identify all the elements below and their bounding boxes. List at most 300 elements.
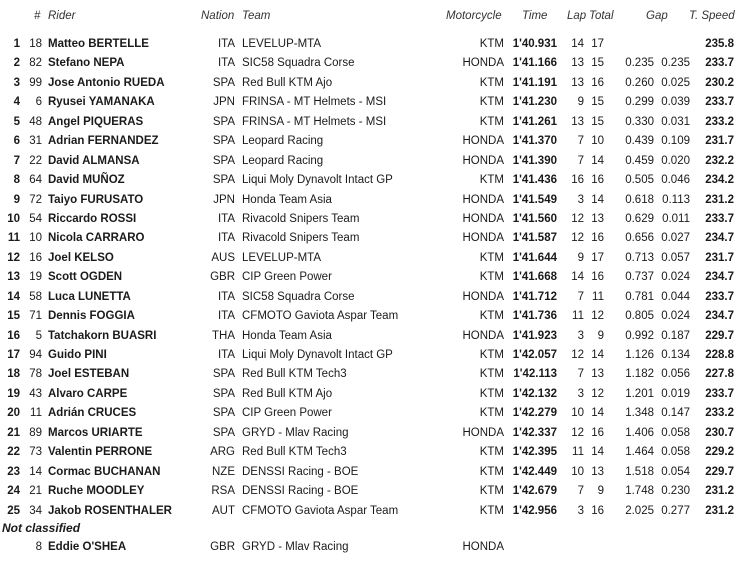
gap-to-previous: 0.277	[661, 504, 690, 517]
rider-name: Cormac BUCHANAN	[48, 465, 161, 478]
rider-nation: THA	[212, 329, 235, 342]
rider-number: 19	[29, 271, 42, 284]
total-laps: 12	[591, 387, 604, 400]
gap-to-previous: 0.011	[662, 212, 690, 225]
rider-name: Dennis FOGGIA	[48, 310, 135, 323]
position: 25	[7, 504, 20, 517]
best-lap: 13	[571, 57, 584, 70]
lap-time: 1'41.166	[512, 57, 557, 70]
table-row	[0, 404, 745, 423]
best-lap: 12	[571, 349, 584, 361]
rider-name: Nicola CARRARO	[48, 232, 145, 245]
position: 22	[7, 446, 20, 459]
rider-name: Marcos URIARTE	[48, 426, 143, 439]
rider-name: Ruche MOODLEY	[48, 485, 145, 498]
top-speed: 235.8	[705, 38, 734, 50]
lap-time: 1'42.449	[512, 465, 557, 478]
lap-time: 1'41.390	[512, 154, 557, 167]
table-row	[0, 210, 745, 229]
position: 1	[13, 38, 20, 50]
rider-number: 22	[29, 154, 42, 167]
top-speed: 228.8	[705, 349, 734, 361]
rider-motorcycle: KTM	[479, 368, 504, 381]
gap-to-previous: 0.025	[661, 76, 690, 89]
rider-team: Red Bull KTM Ajo	[242, 76, 333, 89]
total-laps: 16	[591, 76, 604, 89]
lap-time: 1'42.057	[512, 349, 557, 361]
rider-team: DENSSI Racing - BOE	[242, 465, 359, 478]
total-laps: 12	[591, 310, 604, 323]
table-row	[0, 74, 745, 93]
best-lap: 14	[571, 38, 584, 50]
rider-team: FRINSA - MT Helmets - MSI	[242, 96, 387, 109]
rider-nation: ITA	[217, 232, 235, 245]
rider-motorcycle: KTM	[479, 96, 504, 109]
rider-team: Honda Team Asia	[242, 193, 332, 206]
position: 16	[7, 329, 20, 342]
top-speed: 229.7	[705, 465, 734, 478]
rider-nation: NZE	[212, 465, 235, 478]
header-team: Team	[242, 10, 271, 22]
top-speed: 231.2	[705, 485, 734, 498]
rider-name: Jakob ROSENTHALER	[48, 504, 172, 517]
best-lap: 7	[577, 154, 584, 167]
lap-time: 1'41.436	[512, 174, 557, 187]
gap-to-previous: 0.056	[661, 368, 690, 381]
gap-to-first: 1.748	[625, 485, 654, 498]
rider-name: David MUÑOZ	[48, 174, 125, 187]
total-laps: 16	[591, 271, 604, 284]
rider-motorcycle: KTM	[479, 504, 504, 517]
rider-name: Scott OGDEN	[48, 271, 123, 284]
gap-to-previous: 0.020	[661, 154, 690, 167]
rider-nation: SPA	[212, 368, 235, 381]
top-speed: 231.7	[705, 251, 734, 264]
rider-team: Liqui Moly Dynavolt Intact GP	[242, 349, 393, 361]
top-speed: 234.7	[705, 271, 734, 284]
total-laps: 14	[591, 193, 604, 206]
top-speed: 232.2	[705, 154, 734, 167]
rider-motorcycle: KTM	[479, 251, 504, 264]
gap-to-previous: 0.134	[661, 349, 690, 361]
best-lap: 10	[571, 407, 584, 420]
top-speed: 227.8	[705, 368, 734, 381]
table-row	[0, 132, 745, 151]
rider-number: 16	[29, 251, 42, 264]
best-lap: 3	[577, 387, 584, 400]
rider-motorcycle: KTM	[479, 271, 504, 284]
best-lap: 10	[571, 465, 584, 478]
gap-to-first: 1.406	[625, 426, 654, 439]
table-row	[0, 268, 745, 287]
gap-to-first: 0.713	[625, 251, 654, 264]
best-lap: 3	[577, 504, 584, 517]
gap-to-first: 0.805	[625, 310, 654, 323]
table-row	[0, 327, 745, 346]
lap-time: 1'42.132	[512, 387, 557, 400]
total-laps: 17	[591, 251, 604, 264]
rider-number: 64	[29, 174, 42, 187]
gap-to-previous: 0.113	[662, 193, 690, 206]
rider-number: 82	[29, 57, 42, 70]
rider-name: Valentin PERRONE	[48, 446, 153, 459]
gap-to-previous: 0.058	[661, 426, 690, 439]
best-lap: 16	[571, 174, 584, 187]
results-table	[0, 35, 745, 521]
table-row	[0, 93, 745, 112]
rider-number: 94	[29, 349, 42, 361]
position: 13	[7, 271, 20, 284]
gap-to-previous: 0.058	[661, 446, 690, 459]
best-lap: 12	[571, 426, 584, 439]
gap-to-previous: 0.054	[661, 465, 690, 478]
total-laps: 16	[591, 504, 604, 517]
rider-team: Leopard Racing	[242, 154, 324, 167]
gap-to-first: 1.348	[625, 407, 654, 420]
header-lap: Lap	[567, 10, 587, 22]
top-speed: 229.7	[705, 329, 734, 342]
rider-nation: SPA	[212, 115, 235, 128]
position: 9	[13, 193, 20, 206]
rider-nation: RSA	[211, 485, 235, 498]
rider-number: 78	[29, 368, 42, 381]
table-row	[0, 113, 745, 132]
rider-number: 34	[29, 504, 42, 517]
rider-nation: SPA	[212, 407, 235, 420]
rider-name: Luca LUNETTA	[48, 290, 131, 303]
rider-number: 99	[29, 76, 42, 89]
rider-name: Tatchakorn BUASRI	[48, 329, 157, 342]
gap-to-previous: 0.019	[661, 387, 690, 400]
rider-team: LEVELUP-MTA	[242, 38, 322, 50]
rider-nation: JPN	[213, 96, 235, 109]
total-laps: 13	[591, 368, 604, 381]
rider-team: SIC58 Squadra Corse	[242, 290, 355, 303]
top-speed: 233.7	[705, 387, 734, 400]
rider-team: Honda Team Asia	[242, 329, 332, 342]
gap-to-previous: 0.147	[661, 407, 690, 420]
total-laps: 13	[591, 212, 604, 225]
rider-name: Guido PINI	[48, 349, 107, 361]
table-row	[0, 288, 745, 307]
lap-time: 1'41.560	[512, 212, 557, 225]
rider-team: Rivacold Snipers Team	[242, 232, 360, 245]
rider-team: Red Bull KTM Tech3	[242, 368, 347, 381]
table-row	[0, 229, 745, 248]
rider-number: 21	[29, 485, 42, 498]
table-row	[0, 307, 745, 326]
rider-nation: ITA	[217, 310, 235, 323]
gap-to-first: 0.737	[625, 271, 654, 284]
rider-number: 5	[35, 329, 42, 342]
rider-motorcycle: HONDA	[462, 426, 504, 439]
top-speed: 229.2	[705, 446, 734, 459]
lap-time: 1'42.956	[512, 504, 557, 517]
table-row	[0, 35, 745, 54]
rider-nation: SPA	[212, 387, 235, 400]
rider-motorcycle: HONDA	[462, 329, 504, 342]
rider-nation: SPA	[212, 426, 235, 439]
total-laps: 15	[591, 96, 604, 109]
total-laps: 14	[591, 407, 604, 420]
rider-number: 48	[29, 115, 42, 128]
lap-time: 1'41.923	[512, 329, 557, 342]
position: 21	[7, 426, 20, 439]
gap-to-first: 0.781	[625, 290, 654, 303]
lap-time: 1'41.230	[512, 96, 557, 109]
table-row	[0, 385, 745, 404]
rider-number: 71	[29, 310, 42, 323]
rider-name: Joel KELSO	[48, 251, 114, 264]
rider-motorcycle: KTM	[479, 174, 504, 187]
rider-motorcycle: KTM	[479, 38, 504, 50]
rider-motorcycle: HONDA	[462, 212, 504, 225]
gap-to-first: 0.505	[625, 174, 654, 187]
best-lap: 9	[577, 96, 584, 109]
lap-time: 1'41.370	[512, 135, 557, 148]
rider-name: Jose Antonio RUEDA	[48, 76, 165, 89]
position: 6	[13, 135, 20, 148]
gap-to-first: 1.182	[625, 368, 654, 381]
top-speed: 234.7	[705, 310, 734, 323]
not-classified-row	[0, 537, 745, 557]
top-speed: 233.2	[705, 115, 734, 128]
total-laps: 10	[591, 135, 604, 148]
rider-motorcycle: KTM	[479, 115, 504, 128]
table-row	[0, 171, 745, 190]
gap-to-previous: 0.230	[661, 485, 690, 498]
lap-time: 1'40.931	[512, 38, 557, 50]
best-lap: 11	[572, 310, 584, 323]
gap-to-first: 0.656	[625, 232, 654, 245]
total-laps: 9	[597, 485, 604, 498]
top-speed: 231.2	[705, 504, 734, 517]
best-lap: 13	[571, 76, 584, 89]
gap-to-first: 0.330	[625, 115, 654, 128]
rider-number: 58	[29, 290, 42, 303]
gap-to-previous: 0.057	[661, 251, 690, 264]
rider-team: SIC58 Squadra Corse	[242, 57, 355, 70]
best-lap: 3	[577, 193, 584, 206]
table-row	[0, 54, 745, 73]
top-speed: 234.2	[705, 174, 734, 187]
gap-to-previous: 0.235	[661, 57, 690, 70]
table-row	[0, 365, 745, 384]
gap-to-first: 2.025	[625, 504, 654, 517]
best-lap: 13	[571, 115, 584, 128]
lap-time: 1'41.191	[512, 76, 557, 89]
best-lap: 7	[577, 368, 584, 381]
rider-name: Ryusei YAMANAKA	[48, 96, 155, 109]
rider-name: Adrian FERNANDEZ	[48, 135, 159, 148]
gap-to-first: 0.618	[625, 193, 654, 206]
rider-name: Adrián CRUCES	[48, 407, 137, 420]
total-laps: 9	[597, 329, 604, 342]
rider-name: Eddie O'SHEA	[48, 541, 127, 553]
header-rider: Rider	[48, 10, 76, 22]
rider-team: CFMOTO Gaviota Aspar Team	[242, 310, 399, 323]
lap-time: 1'42.395	[512, 446, 557, 459]
gap-to-previous: 0.039	[661, 96, 690, 109]
gap-to-previous: 0.109	[661, 135, 690, 148]
top-speed: 231.2	[705, 193, 734, 206]
rider-nation: SPA	[212, 76, 235, 89]
rider-number: 6	[35, 96, 42, 109]
best-lap: 7	[577, 485, 584, 498]
lap-time: 1'41.712	[512, 290, 557, 303]
rider-motorcycle: KTM	[479, 407, 504, 420]
rider-motorcycle: KTM	[479, 349, 504, 361]
rider-nation: AUS	[211, 251, 235, 264]
table-row	[0, 424, 745, 443]
rider-team: Liqui Moly Dynavolt Intact GP	[242, 174, 393, 187]
position: 14	[7, 290, 20, 303]
top-speed: 233.7	[705, 212, 734, 225]
rider-nation: SPA	[212, 135, 235, 148]
rider-nation: SPA	[212, 154, 235, 167]
table-row	[0, 443, 745, 462]
lap-time: 1'42.113	[513, 368, 557, 381]
best-lap: 12	[571, 232, 584, 245]
rider-motorcycle: KTM	[479, 76, 504, 89]
rider-nation: ARG	[210, 446, 235, 459]
best-lap: 9	[577, 251, 584, 264]
gap-to-first: 0.439	[625, 135, 654, 148]
rider-motorcycle: HONDA	[462, 135, 504, 148]
rider-team: CFMOTO Gaviota Aspar Team	[242, 504, 399, 517]
top-speed: 230.7	[705, 426, 734, 439]
rider-team: Rivacold Snipers Team	[242, 212, 360, 225]
rider-name: David ALMANSA	[48, 154, 140, 167]
gap-to-previous: 0.024	[661, 310, 690, 323]
position: 17	[7, 349, 20, 361]
rider-nation: SPA	[212, 174, 235, 187]
position: 18	[7, 368, 20, 381]
rider-name: Angel PIQUERAS	[48, 115, 144, 128]
position: 15	[7, 310, 20, 323]
rider-number: 31	[29, 135, 42, 148]
gap-to-first: 0.459	[625, 154, 654, 167]
rider-motorcycle: HONDA	[462, 154, 504, 167]
rider-name: Joel ESTEBAN	[48, 368, 130, 381]
rider-motorcycle: KTM	[479, 465, 504, 478]
position: 3	[13, 76, 20, 89]
gap-to-first: 1.464	[625, 446, 654, 459]
lap-time: 1'41.587	[512, 232, 557, 245]
gap-to-previous: 0.027	[661, 232, 690, 245]
rider-motorcycle: HONDA	[462, 541, 504, 553]
lap-time: 1'41.644	[512, 251, 557, 264]
total-laps: 15	[591, 57, 604, 70]
rider-motorcycle: KTM	[479, 387, 504, 400]
gap-to-first: 1.518	[625, 465, 654, 478]
rider-nation: JPN	[213, 193, 235, 206]
rider-team: Red Bull KTM Ajo	[242, 387, 333, 400]
table-row	[0, 152, 745, 171]
total-laps: 11	[592, 290, 604, 303]
top-speed: 233.7	[705, 96, 734, 109]
header-nation: Nation	[201, 10, 235, 22]
rider-name: Taiyo FURUSATO	[48, 193, 144, 206]
rider-nation: ITA	[217, 349, 235, 361]
rider-team: Red Bull KTM Tech3	[242, 446, 347, 459]
gap-to-previous: 0.187	[661, 329, 690, 342]
top-speed: 233.7	[705, 57, 734, 70]
lap-time: 1'41.736	[512, 310, 557, 323]
rider-team: CIP Green Power	[242, 271, 332, 284]
table-row	[0, 191, 745, 210]
best-lap: 11	[572, 446, 584, 459]
position: 23	[7, 465, 20, 478]
gap-to-first: 0.235	[625, 57, 654, 70]
gap-to-previous: 0.046	[661, 174, 690, 187]
table-row	[0, 482, 745, 501]
gap-to-first: 0.260	[625, 76, 654, 89]
rider-nation: ITA	[217, 38, 235, 50]
top-speed: 230.2	[705, 76, 734, 89]
position: 5	[13, 115, 20, 128]
gap-to-previous: 0.031	[661, 115, 690, 128]
rider-team: FRINSA - MT Helmets - MSI	[242, 115, 387, 128]
rider-nation: AUT	[212, 504, 235, 517]
rider-number: 54	[29, 212, 42, 225]
rider-nation: GBR	[210, 541, 235, 553]
rider-number: 18	[29, 38, 42, 50]
rider-motorcycle: KTM	[479, 485, 504, 498]
table-row	[0, 502, 745, 521]
total-laps: 17	[591, 38, 604, 50]
position: 12	[7, 251, 20, 264]
position: 2	[13, 57, 20, 70]
lap-time: 1'41.668	[512, 271, 557, 284]
rider-number: 8	[35, 541, 42, 553]
total-laps: 14	[591, 154, 604, 167]
lap-time: 1'42.679	[512, 485, 557, 498]
gap-to-first: 0.299	[625, 96, 654, 109]
rider-number: 89	[29, 426, 42, 439]
lap-time: 1'42.337	[512, 426, 557, 439]
lap-time: 1'41.549	[512, 193, 557, 206]
rider-motorcycle: HONDA	[462, 232, 504, 245]
rider-name: Stefano NEPA	[48, 57, 125, 70]
position: 11	[7, 232, 20, 245]
lap-time: 1'41.261	[512, 115, 557, 128]
best-lap: 7	[577, 290, 584, 303]
table-row	[0, 346, 745, 365]
rider-number: 11	[30, 407, 42, 420]
total-laps: 16	[591, 232, 604, 245]
position: 20	[7, 407, 20, 420]
rider-team: DENSSI Racing - BOE	[242, 485, 359, 498]
rider-number: 10	[29, 232, 42, 245]
best-lap: 3	[577, 329, 584, 342]
total-laps: 14	[591, 349, 604, 361]
rider-number: 14	[29, 465, 42, 478]
rider-team: GRYD - Mlav Racing	[242, 541, 349, 553]
rider-nation: GBR	[210, 271, 235, 284]
rider-motorcycle: HONDA	[462, 57, 504, 70]
rider-team: LEVELUP-MTA	[242, 251, 322, 264]
table-row	[0, 463, 745, 482]
total-laps: 13	[591, 465, 604, 478]
gap-to-first: 1.201	[625, 387, 654, 400]
gap-to-first: 1.126	[625, 349, 654, 361]
table-header	[0, 0, 745, 34]
rider-number: 73	[29, 446, 42, 459]
gap-to-previous: 0.044	[661, 290, 690, 303]
top-speed: 233.2	[705, 407, 734, 420]
header-total: Total	[589, 10, 614, 22]
